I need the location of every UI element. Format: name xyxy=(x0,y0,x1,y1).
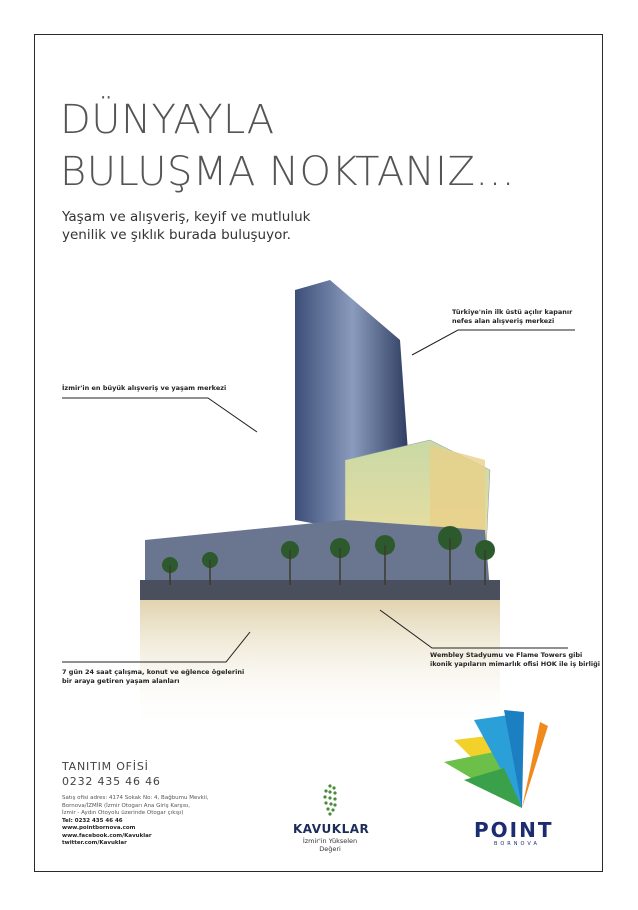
website-link[interactable]: www.pointbornova.com xyxy=(62,825,136,831)
callout-bottom-right-line1: Wembley Stadyumu ve Flame Towers gibi xyxy=(430,651,583,659)
office-phone: 0232 435 46 46 xyxy=(62,775,161,788)
callout-bottom-left-line1: 7 gün 24 saat çalışma, konut ve eğlence ögelerini xyxy=(62,668,245,676)
callout-bottom-right xyxy=(430,651,600,669)
callout-top-right-line1: Türkiye'nin ilk üstü açılır kapanır xyxy=(452,308,573,316)
point-name: POINT xyxy=(474,818,554,842)
office-title: TANITIM OFİSİ xyxy=(62,760,149,773)
kavuklar-tagline: İzmir'in Yükselen Değeri xyxy=(302,837,358,853)
callout-bottom-left-line2: bir araya getiren yaşam alanları xyxy=(62,677,180,685)
headline-line1: DÜNYAYLA xyxy=(60,97,275,143)
sales-office xyxy=(62,760,161,788)
point-sub: BORNOVA xyxy=(494,841,540,847)
subheading-line1: Yaşam ve alışveriş, keyif ve mutluluk xyxy=(62,209,311,225)
point-bornova-logo xyxy=(444,710,574,847)
address-block xyxy=(62,795,209,848)
kavuklar-mark-icon xyxy=(315,782,345,816)
kavuklar-name: KAVUKLAR xyxy=(293,822,370,836)
callout-bottom-right-line2: ikonik yapıların mimarlık ofisi HOK ile iş birliği xyxy=(430,660,600,668)
callout-top-right-line2: nefes alan alışveriş merkezi xyxy=(452,317,555,325)
address-line3: İzmir - Aydın Otoyolu üzerinde Otogar çıkışı) xyxy=(62,810,184,816)
facebook-link[interactable]: www.facebook.com/Kavuklar xyxy=(62,832,152,839)
headline-line2: BULUŞMA NOKTANIZ... xyxy=(60,149,516,195)
callout-bottom-left xyxy=(62,668,244,686)
address-tel: Tel: 0232 435 46 46 xyxy=(62,817,123,824)
callout-left-line1: İzmir'in en büyük alışveriş ve yaşam merkezi xyxy=(62,384,227,392)
callout-left xyxy=(62,384,226,393)
address-line1: Satış ofisi adres: 4174 Sokak No: 4, Bağbumu Mevkii, xyxy=(62,795,209,801)
point-logo-mark-icon xyxy=(444,710,574,818)
kavuklar-logo xyxy=(293,782,370,853)
callout-top-right xyxy=(452,308,572,326)
twitter-link[interactable]: twitter.com/Kavuklar xyxy=(62,840,127,846)
subheading-line2: yenilik ve şıklık burada buluşuyor. xyxy=(62,227,291,243)
address-line2: Bornova/İZMİR (İzmir Otogarı Ana Giriş Karşısı, xyxy=(62,802,190,809)
